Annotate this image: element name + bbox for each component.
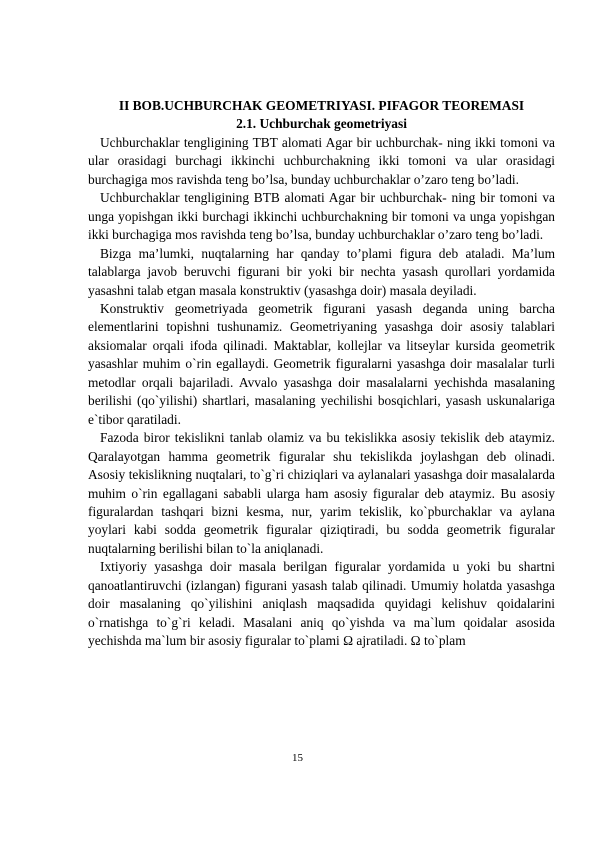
paragraph-basic-plane: Fazoda biror tekislikni tanlab olamiz va bu tekislikka asosiy tekislik deb ataymiz. Qaralayotgan hamma geometrik figuralar shu tekislikda joylashgan deb olinadi. Asosiy tekislikning nuqtalari, to`g`ri chiziqlari va aylanalari yasashga doir masalalarda muhim o`rin egallagani sababli ularga ham asosiy figuralar deb ataymiz. Bu asosiy figuralardan tashqari bizni kesma, nur, yarim tekislik, ko`pburchaklar va aylana yoylari kabi sodda geometrik figuralar qiziqtiradi, bu sodda geometrik figuralar nuqtalarning berilishi bilan to`la aniqlanadi. bbox=[88, 430, 555, 556]
paragraph-construction-problem: Ixtiyoriy yasashga doir masala berilgan figuralar yordamida u yoki bu shartni qanoatlantiruvchi (izlangan) figurani yasash talab qilinadi. Umumiy holatda yasashga doir masalaning qo`yilishini aniqlash maqsadida quyidagi kelishuv qoidalarini o`rnatishga to`g`ri keladi. Masalani aniq qo`yishda va ma`lum qoidalar asosida yechishda ma`lum bir asosiy figuralar to`plami Ω ajratiladi. Ω to`plam bbox=[88, 559, 555, 649]
paragraph-btb-criterion: Uchburchaklar tengligining BTB alomati Agar bir uchburchak- ning bir tomoni va unga yopishgan ikki burchagi ikkinchi uchburchakning bir tomoni va unga yopishgan ikki burchagiga mos ravishda teng bo’lsa, bunday uchburchaklar o’zaro teng bo’ladi. bbox=[88, 190, 555, 243]
paragraph-constructive-geometry: Konstruktiv geometriyada geometrik figurani yasash deganda uning barcha elementlarini topishni tushunamiz. Geometriyaning yasashga doir asosiy talablari aksiomalar orqali ifoda qilinadi. Maktablar, kollejlar va litseylar kursida geometrik yasashlar muhim o`rin egallaydi. Geometrik figuralarni yasashga doir masalalar turli metodlar orqali bajariladi. Avvalo yasashga doir masalalarni yechishda masalaning berilishi (qo`yilishi) shartlari, masalaning yechilishi bosqichlari, yasash uskunalariga e`tibor qaratiladi. bbox=[88, 300, 555, 427]
section-title: 2.1. Uchburchak geometriyasi bbox=[236, 116, 407, 132]
page-content bbox=[88, 97, 555, 651]
page-number: 15 bbox=[292, 752, 303, 764]
paragraph-tbt-criterion: Uchburchaklar tengligining TBT alomati Agar bir uchburchak- ning ikki tomoni va ular orasidagi burchagi ikkinchi uchburchakning ikki tomoni va ular orasidagi burchagiga mos ravishda teng bo’lsa, bunday uchburchaklar o’zaro teng bo’ladi. bbox=[88, 134, 555, 187]
chapter-title: II BOB.UCHBURCHAK GEOMETRIYASI. PIFAGOR TEOREMASI bbox=[118, 98, 525, 113]
paragraph-figure-definition: Bizga ma’lumki, nuqtalarning har qanday to’plami figura deb ataladi. Ma’lum talablarga javob beruvchi figurani bir yoki bir nechta yasash qurollari yordamida yasashni talab etgan masala konstruktiv (yasashga doir) masala deyiladi. bbox=[88, 245, 555, 298]
